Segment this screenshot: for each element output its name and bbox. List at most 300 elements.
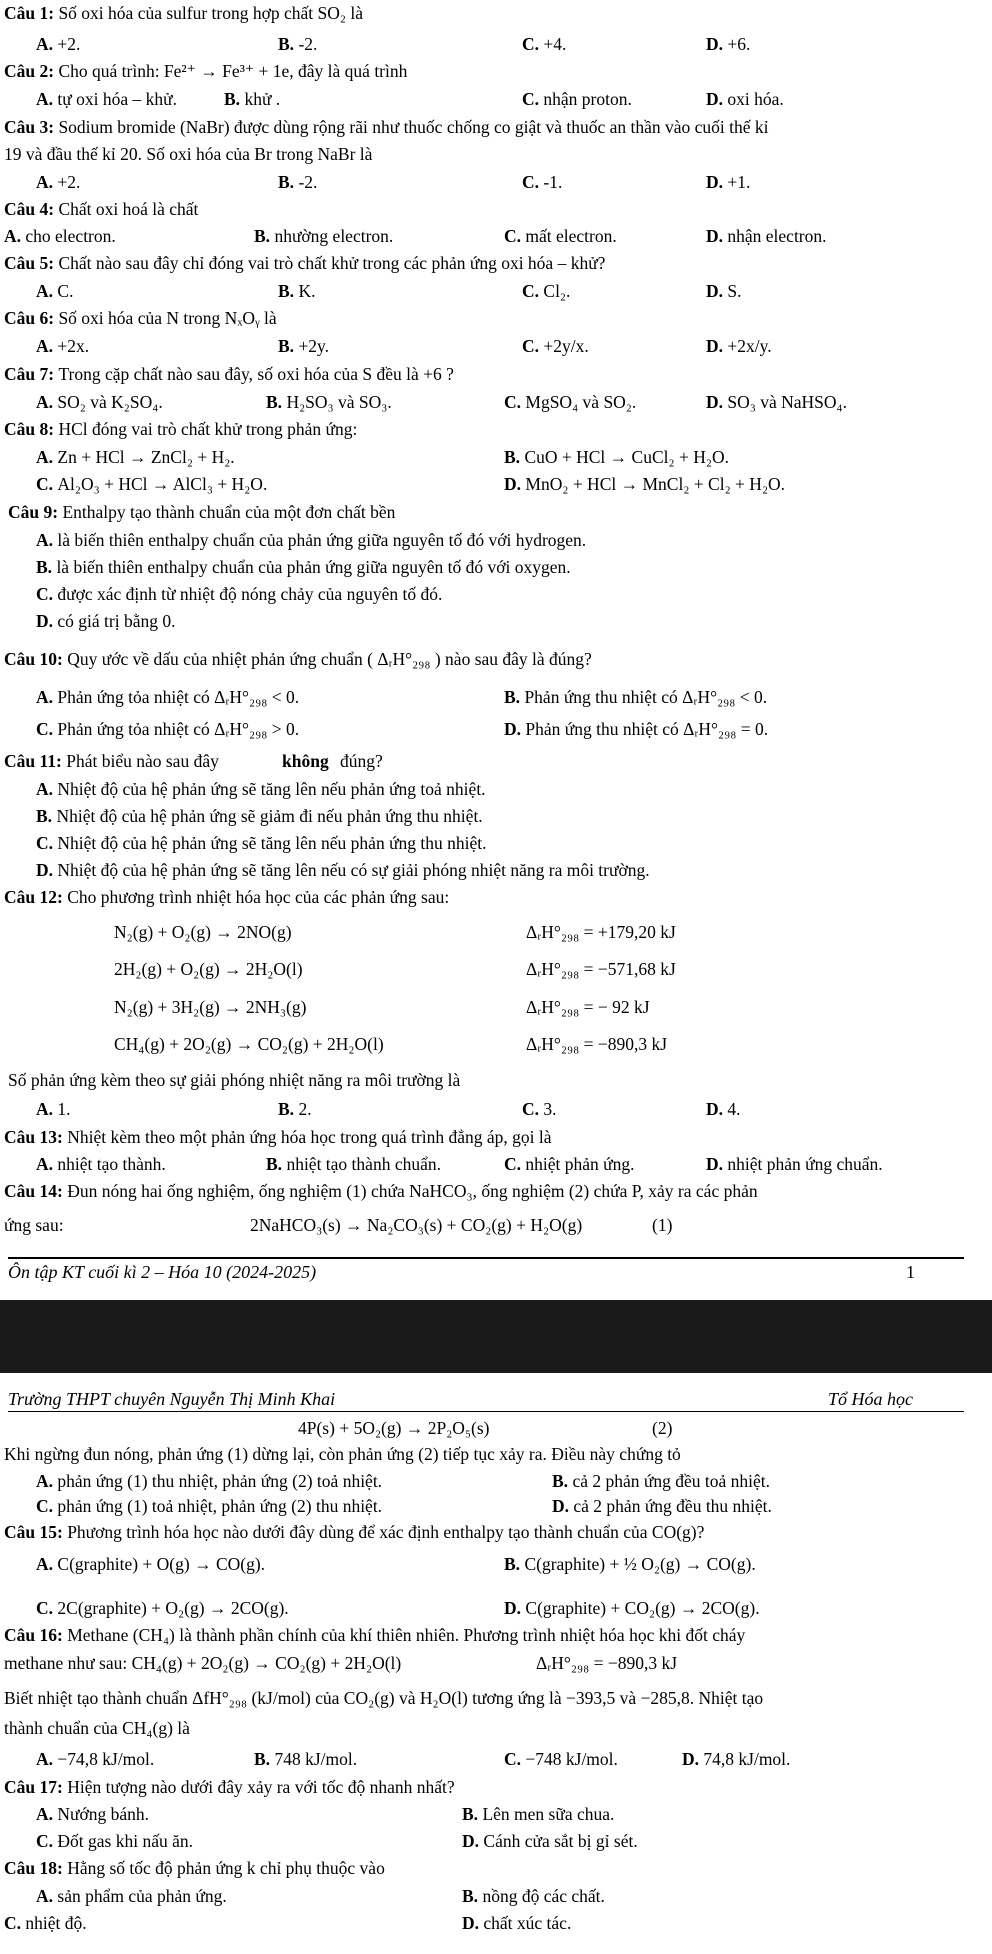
text-segment <box>4 1774 455 1800</box>
text-content: -1. <box>543 172 563 192</box>
bold-label: B. <box>278 336 299 356</box>
text-segment <box>4 250 605 276</box>
text-line <box>0 1855 992 1881</box>
bold-label: D. <box>462 1913 484 1933</box>
text-content: CH₄(g) + 2O₂(g) → CO₂(g) + 2H₂O(l) <box>114 1034 384 1054</box>
text-content: Số oxi hóa của N trong NₓOᵧ là <box>58 308 277 328</box>
text-line <box>0 608 992 634</box>
text-segment <box>4 1855 385 1881</box>
department-name: Tổ Hóa học <box>828 1389 913 1409</box>
bold-label: C. <box>522 34 544 54</box>
text-line <box>0 58 992 84</box>
text-segment <box>8 499 395 525</box>
text-segment <box>114 994 306 1020</box>
bold-label: A. <box>4 226 26 246</box>
text-content: Nhiệt kèm theo một phản ứng hóa học trong quá trình đẳng áp, gọi là <box>67 1127 552 1147</box>
text-content: 3. <box>543 1099 557 1119</box>
text-content: nhiệt phản ứng. <box>525 1154 635 1174</box>
text-segment <box>522 333 589 359</box>
text-segment <box>278 278 315 304</box>
text-content: +2x/y. <box>727 336 772 356</box>
text-content: Đốt gas khi nấu ăn. <box>57 1831 193 1851</box>
text-segment <box>462 1883 605 1909</box>
text-segment <box>4 748 219 774</box>
text-segment <box>462 1910 571 1936</box>
text-content: (1) <box>652 1215 673 1235</box>
bold-label: B. <box>278 281 299 301</box>
text-content: Phản ứng tỏa nhiệt có ΔᵣH°₂₉₈ > 0. <box>57 719 300 739</box>
text-line <box>0 1801 992 1827</box>
text-content: SO₂ và K₂SO₄. <box>57 392 163 412</box>
bold-label: C. <box>36 1831 58 1851</box>
bold-label: Câu 12: <box>4 887 68 907</box>
text-line <box>0 919 992 945</box>
text-segment <box>36 776 486 802</box>
text-line <box>0 994 992 1020</box>
text-content: −748 kJ/mol. <box>525 1749 618 1769</box>
text-content: có giá trị bằng 0. <box>57 611 176 631</box>
bold-label: A. <box>36 687 58 707</box>
bold-label: A. <box>36 1749 58 1769</box>
text-content: CuO + HCl → CuCl₂ + H₂O. <box>524 447 729 467</box>
text-segment <box>462 1828 638 1854</box>
bold-label: D. <box>706 336 728 356</box>
text-content: Methane (CH₄) là thành phần chính của khí thiên nhiên. Phương trình nhiệt hóa học khi đốt cháy <box>67 1625 746 1645</box>
text-content: Số phản ứng kèm theo sự giải phóng nhiệt năng ra môi trường là <box>8 1070 461 1090</box>
text-segment <box>278 333 329 359</box>
text-segment <box>522 86 632 112</box>
text-line <box>0 1910 992 1936</box>
text-segment <box>4 1212 64 1238</box>
text-content: Phát biểu nào sau đây <box>66 751 219 771</box>
text-line <box>0 196 992 222</box>
text-segment <box>536 1650 677 1676</box>
text-segment <box>4 223 116 249</box>
text-line <box>0 250 992 276</box>
bold-label: B. <box>266 392 287 412</box>
text-line <box>0 1178 992 1204</box>
text-line <box>0 1468 992 1494</box>
bold-label: A. <box>36 1554 58 1574</box>
bold-label: C. <box>36 474 58 494</box>
text-content: phản ứng (1) toả nhiệt, phản ứng (2) thu nhiệt. <box>57 1496 383 1516</box>
text-content: Sodium bromide (NaBr) được dùng rộng rãi như thuốc chống co giật và thuốc an thần vào cuối thế kỉ <box>58 117 769 137</box>
text-segment <box>706 278 742 304</box>
text-content: C(graphite) + CO₂(g) → 2CO(g). <box>525 1598 760 1618</box>
text-segment <box>36 1551 265 1577</box>
text-content: +2y/x. <box>543 336 589 356</box>
text-segment <box>706 31 750 57</box>
text-segment <box>8 1067 460 1093</box>
text-content: thành chuẩn của CH₄(g) là <box>4 1718 190 1738</box>
text-content: -2. <box>298 34 318 54</box>
bold-label: A. <box>36 172 58 192</box>
text-content: nhường electron. <box>274 226 394 246</box>
text-segment <box>114 919 292 945</box>
text-content: Hiện tượng nào dưới đây xảy ra với tốc độ nhanh nhất? <box>67 1777 455 1797</box>
text-content: Al₂O₃ + HCl → AlCl₃ + H₂O. <box>57 474 268 494</box>
bold-label: Câu 10: <box>4 649 68 669</box>
bold-label: A. <box>36 1804 58 1824</box>
text-segment <box>36 444 235 470</box>
text-line <box>0 1774 992 1800</box>
text-line <box>0 1519 992 1545</box>
text-line <box>0 389 992 415</box>
text-segment <box>340 748 383 774</box>
text-segment <box>36 1595 289 1621</box>
text-content: C(graphite) + O(g) → CO(g). <box>57 1554 266 1574</box>
text-line <box>0 1883 992 1909</box>
text-segment <box>254 1746 357 1772</box>
text-line <box>0 554 992 580</box>
text-content: +2y. <box>298 336 330 356</box>
text-segment <box>706 389 847 415</box>
bold-label: Câu 3: <box>4 117 59 137</box>
text-line <box>0 1650 992 1676</box>
bold-label: C. <box>36 1598 58 1618</box>
text-segment <box>522 278 570 304</box>
text-content: N₂(g) + 3H₂(g) → 2NH₃(g) <box>114 997 307 1017</box>
text-line <box>0 956 992 982</box>
text-segment <box>36 1801 149 1827</box>
text-segment <box>504 471 785 497</box>
text-segment <box>462 1801 614 1827</box>
text-segment <box>36 554 571 580</box>
text-content: +6. <box>727 34 751 54</box>
bold-label: D. <box>682 1749 704 1769</box>
text-segment <box>552 1468 770 1494</box>
text-segment <box>114 956 303 982</box>
bold-label: D. <box>706 281 728 301</box>
text-line <box>0 141 992 167</box>
text-segment <box>36 803 483 829</box>
text-content: methane như sau: CH₄(g) + 2O₂(g) → CO₂(g) + 2H₂O(l) <box>4 1653 402 1673</box>
bold-label: Câu 13: <box>4 1127 68 1147</box>
bold-label: B. <box>224 89 245 109</box>
text-segment <box>526 956 676 982</box>
footer-rule <box>8 1257 964 1259</box>
text-content: được xác định từ nhiệt độ nóng chảy của nguyên tố đó. <box>57 584 443 604</box>
text-segment <box>254 223 393 249</box>
bold-label: Câu 4: <box>4 199 59 219</box>
text-segment <box>682 1746 790 1772</box>
bold-label: B. <box>278 34 299 54</box>
bold-label: D. <box>462 1831 484 1851</box>
text-line <box>0 1828 992 1854</box>
text-line <box>0 1031 992 1057</box>
bold-label: B. <box>254 1749 275 1769</box>
text-content: Đun nóng hai ống nghiệm, ống nghiệm (1) chứa NaHCO₃, ống nghiệm (2) chứa P, xảy ra các phản <box>67 1181 758 1201</box>
text-segment <box>36 581 442 607</box>
bold-label: D. <box>504 719 526 739</box>
text-segment <box>706 86 784 112</box>
text-content: +2. <box>57 172 81 192</box>
bold-label: B. <box>462 1886 483 1906</box>
text-segment <box>522 169 562 195</box>
text-content: Cánh cửa sắt bị gỉ sét. <box>483 1831 638 1851</box>
bold-label: Câu 1: <box>4 3 59 23</box>
text-content: cả 2 phản ứng đều toả nhiệt. <box>572 1471 770 1491</box>
text-segment <box>706 223 827 249</box>
text-segment <box>4 1441 681 1467</box>
text-segment <box>504 1551 756 1577</box>
text-segment <box>266 389 392 415</box>
bold-label: Câu 15: <box>4 1522 68 1542</box>
text-content: nhiệt tạo thành. <box>57 1154 166 1174</box>
text-line <box>0 527 992 553</box>
text-line <box>0 361 992 387</box>
text-content: nhận proton. <box>543 89 632 109</box>
text-segment <box>4 1715 190 1741</box>
bold-label: A. <box>36 34 58 54</box>
text-segment <box>522 1096 557 1122</box>
text-segment <box>266 1151 441 1177</box>
text-content: ứng sau: <box>4 1215 64 1235</box>
text-content: 1. <box>57 1099 71 1119</box>
bold-label: B. <box>266 1154 287 1174</box>
text-content: nhiệt phản ứng chuẩn. <box>727 1154 883 1174</box>
text-segment <box>36 389 163 415</box>
text-segment <box>526 994 650 1020</box>
bold-label: B. <box>504 447 525 467</box>
text-line <box>0 748 992 774</box>
text-line <box>0 278 992 304</box>
text-segment <box>278 1096 312 1122</box>
text-content: 4P(s) + 5O₂(g) → 2P₂O₅(s) <box>298 1418 490 1438</box>
text-content: nhiệt độ. <box>25 1913 87 1933</box>
bold-label: C. <box>522 1099 544 1119</box>
text-content: Khi ngừng đun nóng, phản ứng (1) dừng lại, còn phản ứng (2) tiếp tục xảy ra. Điều này chứng tỏ <box>4 1444 681 1464</box>
bold-label: C. <box>504 226 526 246</box>
text-content: là biến thiên enthalpy chuẩn của phản ứng giữa nguyên tố đó với hydrogen. <box>57 530 587 550</box>
text-content: Hằng số tốc độ phản ứng k chỉ phụ thuộc vào <box>67 1858 385 1878</box>
text-line <box>0 1415 992 1441</box>
text-segment <box>652 1415 672 1441</box>
bold-label: B. <box>278 172 299 192</box>
bold-label: D. <box>706 226 728 246</box>
text-content: Nhiệt độ của hệ phản ứng sẽ tăng lên nếu phản ứng toả nhiệt. <box>57 779 486 799</box>
text-segment <box>224 86 280 112</box>
text-content: Chất oxi hoá là chất <box>58 199 199 219</box>
text-segment <box>4 1622 745 1648</box>
text-content: C. <box>57 281 74 301</box>
text-segment <box>4 141 372 167</box>
text-content: 4. <box>727 1099 741 1119</box>
text-content: tự oxi hóa – khử. <box>57 89 177 109</box>
text-line <box>0 444 992 470</box>
bold-label: D. <box>706 1154 728 1174</box>
text-content: ΔᵣH°₂₉₈ = +179,20 kJ <box>526 922 676 942</box>
text-content: SO₃ và NaHSO₄. <box>727 392 848 412</box>
bold-label: A. <box>36 1471 58 1491</box>
text-content: ΔᵣH°₂₉₈ = −890,3 kJ <box>526 1034 668 1054</box>
bold-label: D. <box>504 474 526 494</box>
bold-label: D. <box>706 392 728 412</box>
text-segment <box>504 684 767 710</box>
text-content: mất electron. <box>525 226 617 246</box>
bold-label: B. <box>278 1099 299 1119</box>
bold-label: A. <box>36 89 58 109</box>
text-segment <box>504 1746 618 1772</box>
text-segment <box>36 857 650 883</box>
text-line <box>0 1212 992 1238</box>
text-segment <box>4 1519 704 1545</box>
text-content: là biến thiên enthalpy chuẩn của phản ứng giữa nguyên tố đó với oxygen. <box>56 557 571 577</box>
text-segment <box>4 58 407 84</box>
text-content: (2) <box>652 1418 673 1438</box>
page-number: 1 <box>906 1262 915 1282</box>
bold-label: B. <box>36 557 57 577</box>
text-line <box>0 114 992 140</box>
text-segment <box>522 31 566 57</box>
text-segment <box>282 748 329 774</box>
text-segment <box>36 1151 166 1177</box>
text-segment <box>4 1178 758 1204</box>
text-content: ΔᵣH°₂₉₈ = −890,3 kJ <box>536 1653 678 1673</box>
text-content: nhận electron. <box>727 226 827 246</box>
text-content: ΔᵣH°₂₉₈ = − 92 kJ <box>526 997 650 1017</box>
text-content: 2. <box>298 1099 312 1119</box>
bold-label: Câu 9: <box>8 502 63 522</box>
text-content: nhiệt tạo thành chuẩn. <box>286 1154 441 1174</box>
text-content: ΔᵣH°₂₉₈ = −571,68 kJ <box>526 959 676 979</box>
exam-page-2 <box>0 1373 992 1954</box>
text-content: Cho phương trình nhiệt hóa học của các phản ứng sau: <box>67 887 450 907</box>
text-segment <box>36 1883 227 1909</box>
text-segment <box>652 1212 672 1238</box>
text-segment <box>706 1151 883 1177</box>
text-content: khử . <box>244 89 281 109</box>
bold-label: D. <box>36 860 58 880</box>
bold-label: C. <box>4 1913 26 1933</box>
text-content: Cho quá trình: Fe²⁺ → Fe³⁺ + 1e, đây là quá trình <box>58 61 408 81</box>
text-content: 2C(graphite) + O₂(g) → 2CO(g). <box>57 1598 289 1618</box>
text-line <box>0 803 992 829</box>
text-content: −74,8 kJ/mol. <box>57 1749 155 1769</box>
bold-label: A. <box>36 1099 58 1119</box>
bold-label: B. <box>254 226 275 246</box>
bold-label: D. <box>706 1099 728 1119</box>
bold-label: A. <box>36 779 58 799</box>
header-rule <box>8 1411 964 1412</box>
text-line <box>0 416 992 442</box>
bold-label: Câu 5: <box>4 253 59 273</box>
text-content: N₂(g) + O₂(g) → 2NO(g) <box>114 922 292 942</box>
text-line <box>0 1622 992 1648</box>
text-segment <box>4 305 277 331</box>
text-line <box>0 1493 992 1519</box>
text-content: Chất nào sau đây chỉ đóng vai trò chất khử trong các phản ứng oxi hóa – khử? <box>58 253 606 273</box>
bold-label: D. <box>706 34 728 54</box>
text-content: oxi hóa. <box>727 89 784 109</box>
bold-label: B. <box>552 1471 573 1491</box>
text-segment <box>36 684 299 710</box>
text-content: MnO₂ + HCl → MnCl₂ + Cl₂ + H₂O. <box>525 474 786 494</box>
bold-label: Câu 17: <box>4 1777 68 1797</box>
bold-label: C. <box>36 584 58 604</box>
text-segment <box>36 830 487 856</box>
text-line <box>0 86 992 112</box>
text-segment <box>298 1415 490 1441</box>
bold-label: A. <box>36 1886 58 1906</box>
bold-label: Câu 7: <box>4 364 59 384</box>
text-content: C(graphite) + ½ O₂(g) → CO(g). <box>524 1554 756 1574</box>
text-content: 74,8 kJ/mol. <box>703 1749 791 1769</box>
text-line <box>0 1441 992 1467</box>
text-segment <box>504 1595 760 1621</box>
text-line <box>0 857 992 883</box>
text-line <box>0 1685 992 1711</box>
text-line <box>0 646 992 672</box>
text-segment <box>36 471 267 497</box>
text-segment <box>504 389 636 415</box>
bold-label: C. <box>522 281 544 301</box>
bold-label: C. <box>504 392 526 412</box>
text-segment <box>526 919 676 945</box>
bold-label: B. <box>504 1554 525 1574</box>
bold-label: A. <box>36 392 58 412</box>
text-segment <box>4 0 363 26</box>
text-content: Phản ứng thu nhiệt có ΔᵣH°₂₉₈ < 0. <box>524 687 768 707</box>
text-segment <box>114 1031 384 1057</box>
text-segment <box>706 333 772 359</box>
text-content: MgSO₄ và SO₂. <box>525 392 637 412</box>
text-segment <box>552 1493 772 1519</box>
text-content: nồng độ các chất. <box>482 1886 605 1906</box>
page-gap <box>0 1300 992 1373</box>
bold-label: C. <box>36 1496 58 1516</box>
text-segment <box>504 223 617 249</box>
bold-label: Câu 16: <box>4 1625 68 1645</box>
bold-label: D. <box>706 172 728 192</box>
bold-label: A. <box>36 336 58 356</box>
text-content: Biết nhiệt tạo thành chuẩn ΔfH°₂₉₈ (kJ/mol) của CO₂(g) và H₂O(l) tương ứng là −393,5 và −285,8. Nhiệt tạo <box>4 1688 764 1708</box>
text-line <box>0 1124 992 1150</box>
text-segment <box>504 1151 635 1177</box>
bold-label: A. <box>36 281 58 301</box>
text-segment <box>36 1096 71 1122</box>
text-content: HCl đóng vai trò chất khử trong phản ứng: <box>58 419 358 439</box>
bold-label: B. <box>504 687 525 707</box>
text-line <box>0 884 992 910</box>
text-line <box>0 1551 992 1577</box>
text-line <box>0 716 992 742</box>
text-segment <box>36 1746 154 1772</box>
text-content: sản phẩm của phản ứng. <box>57 1886 227 1906</box>
text-segment <box>706 169 750 195</box>
text-content: 19 và đầu thế kỉ 20. Số oxi hóa của Br trong NaBr là <box>4 144 373 164</box>
text-content: +2. <box>57 34 81 54</box>
text-segment <box>36 169 80 195</box>
text-content: 2H₂(g) + O₂(g) → 2H₂O(l) <box>114 959 303 979</box>
text-segment <box>4 416 357 442</box>
bold-label: Câu 18: <box>4 1858 68 1878</box>
text-segment <box>4 1124 552 1150</box>
text-line <box>0 1715 992 1741</box>
text-content: +4. <box>543 34 567 54</box>
text-content: Phản ứng thu nhiệt có ΔᵣH°₂₉₈ = 0. <box>525 719 769 739</box>
text-content: 748 kJ/mol. <box>274 1749 358 1769</box>
text-line <box>0 1096 992 1122</box>
text-segment <box>36 716 299 742</box>
text-content: Quy ước về dấu của nhiệt phản ứng chuẩn ( ΔᵣH°₂₉₈ ) nào sau đây là đúng? <box>67 649 592 669</box>
text-content: 2NaHCO₃(s) → Na₂CO₃(s) + CO₂(g) + H₂O(g) <box>250 1215 583 1235</box>
bold-label: D. <box>504 1598 526 1618</box>
bold-label: C. <box>504 1154 526 1174</box>
text-line <box>0 223 992 249</box>
bold-label: D. <box>706 89 728 109</box>
text-line <box>0 31 992 57</box>
